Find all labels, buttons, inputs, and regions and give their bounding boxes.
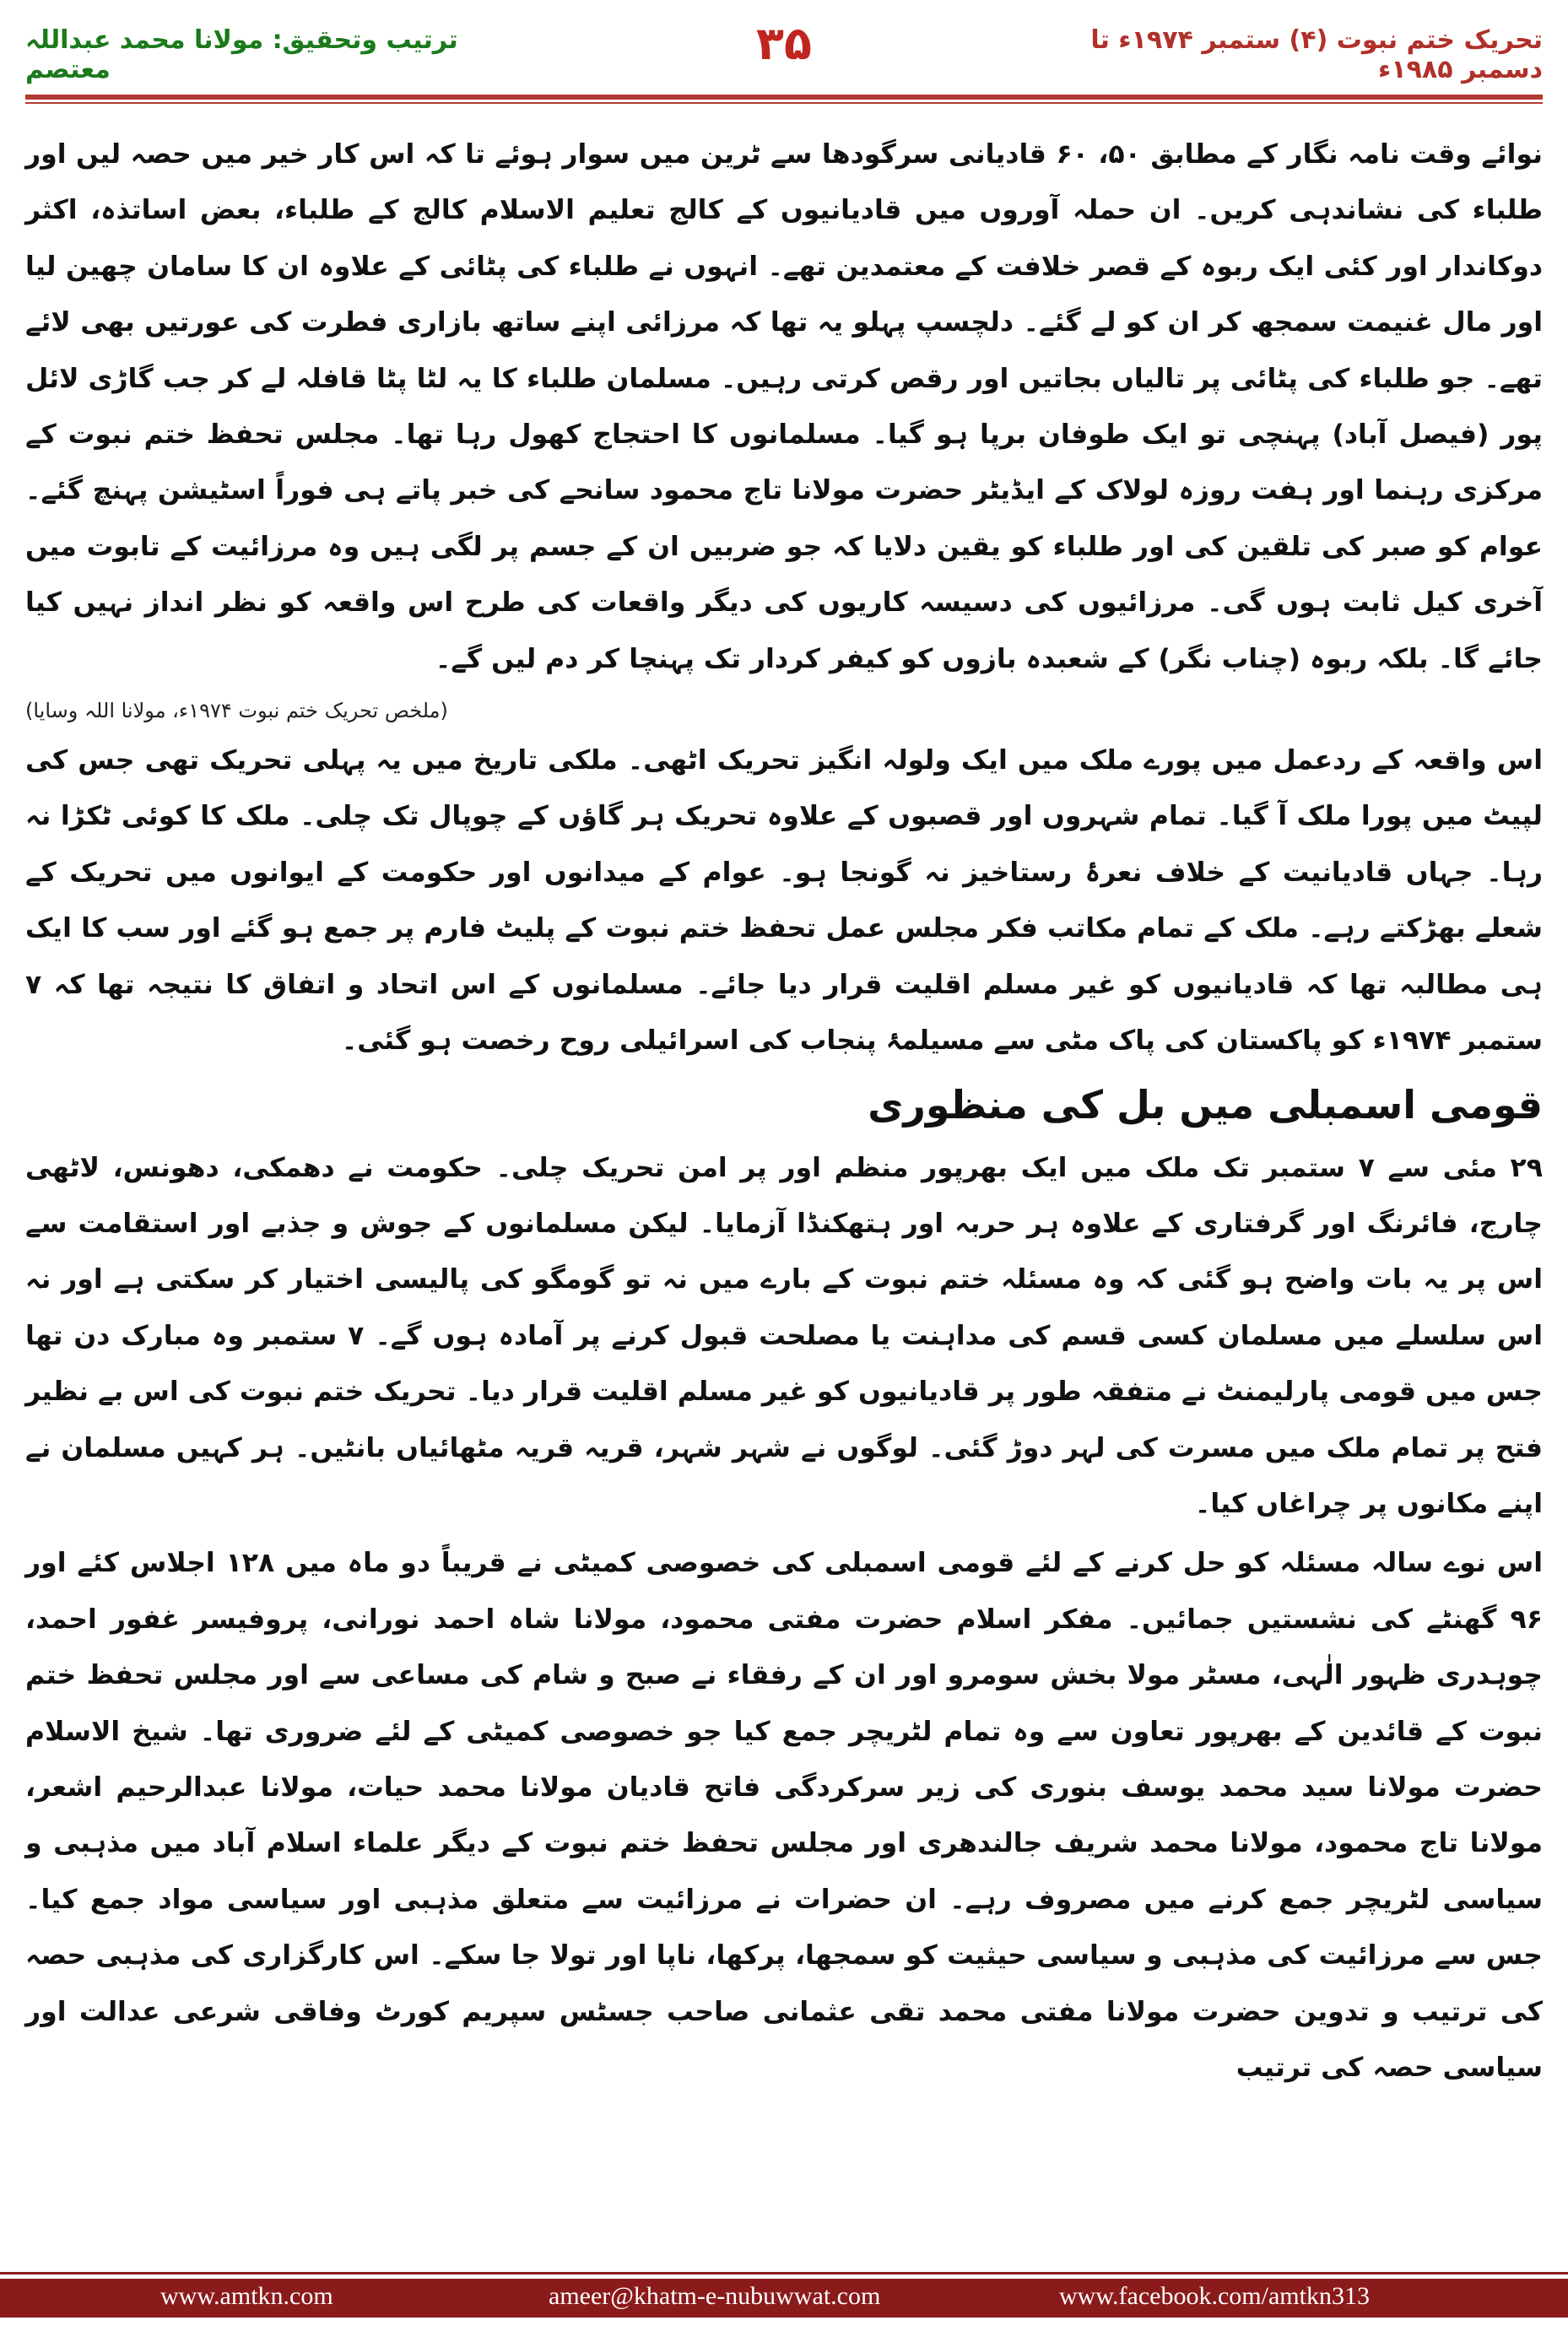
email-link[interactable]: ameer@khatm-e-nubuwwat.com [549,2282,881,2310]
page-header [0,0,1568,110]
website-link[interactable]: www.amtkn.com [160,2282,333,2310]
book-title: تحریک ختم نبوت (۴) ستمبر ۱۹۷۴ء تا دسمبر ۱۹۸۵ء [1090,25,1543,84]
facebook-link[interactable]: www.facebook.com/amtkn313 [1059,2282,1370,2310]
paragraph-2: اس واقعہ کے ردعمل میں پورے ملک میں ایک ولولہ انگیز تحریک اٹھی۔ ملکی تاریخ میں یہ پہلی تحریک تھی جس کی لپیٹ میں پورا ملک آ گیا۔ تمام شہروں اور قصبوں کے علاوہ تحریک ہر گاؤں کے چوپال تک چلی۔ ملک کا کوئی ٹکڑا نہ رہا۔ جہاں قادیانیت کے خلاف نعرۂ رستاخیز نہ گونجا ہو۔ عوام کے میدانوں اور حکومت کے ایوانوں میں تحریک کے شعلے بھڑکتے رہے۔ ملک کے تمام مکاتب فکر مجلس عمل تحفظ ختم نبوت کے پلیٹ فارم پر جمع ہو گئے اور سب کا ایک ہی مطالبہ تھا کہ قادیانیوں کو غیر مسلم اقلیت قرار دیا جائے۔ مسلمانوں کے اس اتحاد و اتفاق کا نتیجہ تھا کہ ۷ ستمبر ۱۹۷۴ء کو پاکستان کی پاک مٹی سے مسیلمۂ پنجاب کی اسرائیلی روح رخصت ہو گئی۔ [25,745,1543,1057]
paragraph-3: ۲۹ مئی سے ۷ ستمبر تک ملک میں ایک بھرپور منظم اور پر امن تحریک چلی۔ حکومت نے دھمکی، دھونس، لاٹھی چارج، فائرنگ اور گرفتاری کے علاوہ ہر حربہ اور ہتھکنڈا آزمایا۔ لیکن مسلمانوں کے جوش و جذبے اور استقامت سے اس پر یہ بات واضح ہو گئی کہ وہ مسئلہ ختم نبوت کے بارے میں نہ تو گومگو کی پالیسی اختیار کر سکتی ہے اور نہ اس سلسلے میں مسلمان کسی قسم کی مداہنت یا مصلحت قبول کرنے پر آمادہ ہوں گے۔ ۷ ستمبر وہ مبارک دن تھا جس میں قومی پارلیمنٹ نے متفقہ طور پر قادیانیوں کو غیر مسلم اقلیت قرار دیا۔ تحریک ختم نبوت کی اس بے نظیر فتح پر تمام ملک میں مسرت کی لہر دوڑ گئی۔ لوگوں نے شہر شہر، قریہ قریہ مٹھائیاں بانٹیں۔ ہر کہیں مسلمان نے اپنے مکانوں پر چراغاں کیا۔ [25,1152,1543,1519]
paragraph-4: اس نوے سالہ مسئلہ کو حل کرنے کے لئے قومی اسمبلی کی خصوصی کمیٹی نے قریباً دو ماہ میں ۱۲۸ اجلاس کئے اور ۹۶ گھنٹے کی نشستیں جمائیں۔ مفکر اسلام حضرت مفتی محمود، مولانا شاہ احمد نورانی، پروفیسر غفور احمد، چوہدری ظہور الٰہی، مسٹر مولا بخش سومرو اور ان کے رفقاء نے صبح و شام کی مساعی سے اور مجلس تحفظ ختم نبوت کے قائدین کے بھرپور تعاون سے وہ تمام لٹریچر جمع کیا جو خصوصی کمیٹی کے لئے ضروری تھا۔ شیخ الاسلام حضرت مولانا سید محمد یوسف بنوری کی زیر سرکردگی فاتح قادیان مولانا محمد حیات، مولانا عبدالرحیم اشعر، مولانا تاج محمود، مولانا محمد شریف جالندھری اور مجلس تحفظ ختم نبوت کے دیگر علماء اسلام آباد میں مذہبی و سیاسی لٹریچر جمع کرنے میں مصروف رہے۔ ان حضرات نے مرزائیت سے متعلق مذہبی اور سیاسی مواد جمع کیا۔ جس سے مرزائیت کی مذہبی و سیاسی حیثیت کو سمجھا، پرکھا، ناپا اور تولا جا سکے۔ اس کارگزاری کی مذہبی حصہ کی ترتیب و تدوین حضرت مولانا مفتی محمد تقی عثمانی صاحب جسٹس سپریم کورٹ وفاقی شرعی عدالت اور سیاسی حصہ کی ترتیب [25,1548,1543,2083]
footer-rule [0,2272,1568,2274]
compiler-credit: ترتیب وتحقیق: مولانا محمد عبداللہ معتصم [25,25,458,84]
page-body [25,127,1543,2237]
header-divider [25,95,1543,100]
section-heading: قومی اسمبلی میں بل کی منظوری [868,1081,1543,1128]
paragraph-1: نوائے وقت نامہ نگار کے مطابق ۵۰، ۶۰ قادیانی سرگودھا سے ٹرین میں سوار ہوئے تا کہ اس کار خیر میں حصہ لیں اور طلباء کی نشاندہی کریں۔ ان حملہ آوروں میں قادیانیوں کے کالج تعلیم الاسلام کالج کے طلباء، بعض اساتذہ، اکثر دوکاندار اور کئی ایک ربوہ کے قصر خلافت کے معتمدین تھے۔ انہوں نے طلباء کی پٹائی کے علاوہ ان کا سامان چھین لیا اور مال غنیمت سمجھ کر ان کو لے گئے۔ دلچسپ پہلو یہ تھا کہ مرزائی اپنے ساتھ بازاری فطرت کی عورتیں بھی لائے تھے۔ جو طلباء کی پٹائی پر تالیاں بجاتیں اور رقص کرتی رہیں۔ مسلمان طلباء کا یہ لٹا پٹا قافلہ لے کر جب گاڑی لائل پور (فیصل آباد) پہنچی تو ایک طوفان برپا ہو گیا۔ مسلمانوں کا احتجاج کھول رہا تھا۔ مجلس تحفظ ختم نبوت کے مرکزی رہنما اور ہفت روزہ لولاک کے ایڈیٹر حضرت مولانا تاج محمود سانحے کی خبر پاتے ہی فوراً اسٹیشن پہنچ گئے۔ عوام کو صبر کی تلقین کی اور طلباء کو یقین دلایا کہ جو ضربیں ان کے جسم پر لگی ہیں وہ مرزائیت کے تابوت میں آخری کیل ثابت ہوں گی۔ مرزائیوں کی دسیسہ کاریوں کی دیگر واقعات کی طرح اس واقعہ کو نظر انداز نہیں کیا جائے گا۔ بلکہ ربوہ (چناب نگر) کے شعبدہ بازوں کو کیفر کردار تک پہنچا کر دم لیں گے۔ [25,139,1543,674]
header-divider-thin [25,102,1543,104]
page-number: ۳۵ [756,17,812,70]
page-footer [0,2279,1568,2318]
citation: (ملخص تحریک ختم نبوت ۱۹۷۴ء، مولانا اللہ وسایا) [25,699,448,723]
